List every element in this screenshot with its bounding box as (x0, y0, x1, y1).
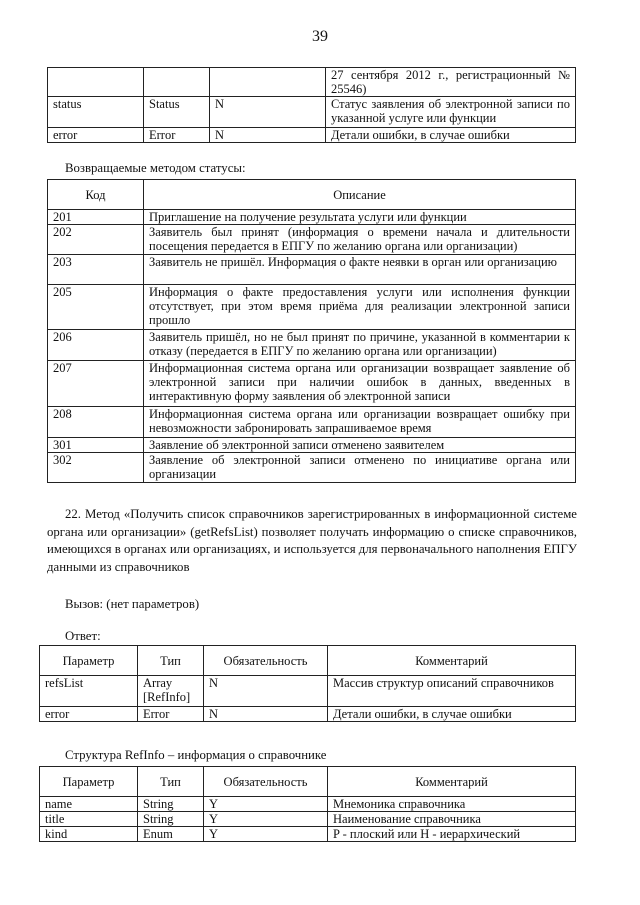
status-description: Заявление об электронной записи отменено по инициативе органа или организации (144, 453, 576, 483)
param-req-cell: Y (204, 797, 328, 812)
table-row (40, 797, 576, 812)
param-req-cell: N (204, 676, 328, 707)
response-table (39, 645, 576, 722)
column-header-code: Код (48, 180, 144, 210)
status-description: Приглашение на получение результата услуги или функции (144, 210, 576, 225)
status-code: 302 (48, 453, 144, 483)
column-header-comment: Комментарий (328, 767, 576, 797)
status-code: 201 (48, 210, 144, 225)
refinfo-label: Структура RefInfo – информация о справочнике (65, 748, 327, 762)
refinfo-table (39, 766, 576, 842)
top-params-table (47, 67, 576, 143)
table-row (48, 407, 576, 438)
param-req-cell: Y (204, 812, 328, 827)
status-description: Заявление об электронной записи отменено заявителем (144, 438, 576, 453)
table-row (48, 128, 576, 143)
table-row (48, 438, 576, 453)
param-type-cell: String (138, 797, 204, 812)
param-type-cell: Error (144, 128, 210, 143)
param-comment-cell: Детали ошибки, в случае ошибки (328, 707, 576, 722)
status-description: Заявитель пришёл, но не был принят по причине, указанной в комментарии к отказу (передается в ЕПГУ по желанию органа или организации) (144, 330, 576, 361)
column-header-type: Тип (138, 767, 204, 797)
param-req-cell: N (204, 707, 328, 722)
param-name-cell: error (40, 707, 138, 722)
call-label: Вызов: (нет параметров) (65, 597, 200, 611)
param-req-cell (210, 68, 326, 97)
param-comment-cell: Детали ошибки, в случае ошибки (326, 128, 576, 143)
table-row (48, 255, 576, 285)
param-type-cell: Array [RefInfo] (138, 676, 204, 707)
table-row (40, 707, 576, 722)
table-row (48, 330, 576, 361)
status-description: Заявитель не пришёл. Информация о факте неявки в орган или организацию (144, 255, 576, 285)
table-row (48, 453, 576, 483)
param-req-cell: Y (204, 827, 328, 842)
status-description: Информация о факте предоставления услуги или исполнения функции отсутствует, при этом время приёма для реализации электронной записи прошло (144, 285, 576, 330)
status-description: Информационная система органа или организации возвращает заявление об электронной записи при наличии ошибок в данных, введенных в интерактивную форму заявления об электронной записи (144, 361, 576, 407)
table-header-row (40, 767, 576, 797)
param-type-cell: Status (144, 97, 210, 128)
status-code: 203 (48, 255, 144, 285)
param-comment-cell: Мнемоника справочника (328, 797, 576, 812)
page-number: 39 (312, 28, 328, 45)
column-header-comment: Комментарий (328, 646, 576, 676)
table-row (40, 827, 576, 842)
table-header-row (40, 646, 576, 676)
column-header-parameter: Параметр (40, 646, 138, 676)
status-code: 206 (48, 330, 144, 361)
param-name-cell: error (48, 128, 144, 143)
status-codes-table (47, 179, 576, 483)
param-type-cell: String (138, 812, 204, 827)
param-type-cell: Enum (138, 827, 204, 842)
param-comment-cell: 27 сентября 2012 г., регистрационный № 25546) (326, 68, 576, 97)
status-code: 208 (48, 407, 144, 438)
param-type-cell: Error (138, 707, 204, 722)
param-comment-cell: P - плоский или H - иерархический (328, 827, 576, 842)
table-row (40, 676, 576, 707)
table-row (48, 210, 576, 225)
param-type-cell (144, 68, 210, 97)
table-row (48, 361, 576, 407)
param-name-cell: refsList (40, 676, 138, 707)
param-req-cell: N (210, 128, 326, 143)
status-code: 205 (48, 285, 144, 330)
param-name-cell: kind (40, 827, 138, 842)
param-name-cell: title (40, 812, 138, 827)
table-row (40, 812, 576, 827)
status-code: 207 (48, 361, 144, 407)
column-header-description: Описание (144, 180, 576, 210)
status-code: 301 (48, 438, 144, 453)
column-header-type: Тип (138, 646, 204, 676)
table-row (48, 68, 576, 97)
column-header-required: Обязательность (204, 767, 328, 797)
status-description: Заявитель был принят (информация о времени начала и длительности посещения передается в ЕПГУ по желанию органа или организации) (144, 225, 576, 255)
status-code: 202 (48, 225, 144, 255)
table-row (48, 97, 576, 128)
status-description: Информационная система органа или организации возвращает ошибку при невозможности забронировать запрашиваемое время (144, 407, 576, 438)
table-row (48, 225, 576, 255)
table-header-row (48, 180, 576, 210)
statuses-label: Возвращаемые методом статусы: (65, 161, 246, 175)
param-comment-cell: Наименование справочника (328, 812, 576, 827)
column-header-required: Обязательность (204, 646, 328, 676)
param-comment-cell: Статус заявления об электронной записи по указанной услуге или функции (326, 97, 576, 128)
param-req-cell: N (210, 97, 326, 128)
method-description-paragraph: 22. Метод «Получить список справочников зарегистрированных в информационной системе органа или организации» (getRefsList) позволяет получать информацию о списке справочников, имеющихся в органах или организациях, и используется для первоначального наполнения ЕПГУ данными из справочников (47, 507, 577, 574)
answer-label: Ответ: (65, 629, 101, 643)
param-name-cell (48, 68, 144, 97)
param-name-cell: status (48, 97, 144, 128)
table-row (48, 285, 576, 330)
column-header-parameter: Параметр (40, 767, 138, 797)
param-comment-cell: Массив структур описаний справочников (328, 676, 576, 707)
param-name-cell: name (40, 797, 138, 812)
